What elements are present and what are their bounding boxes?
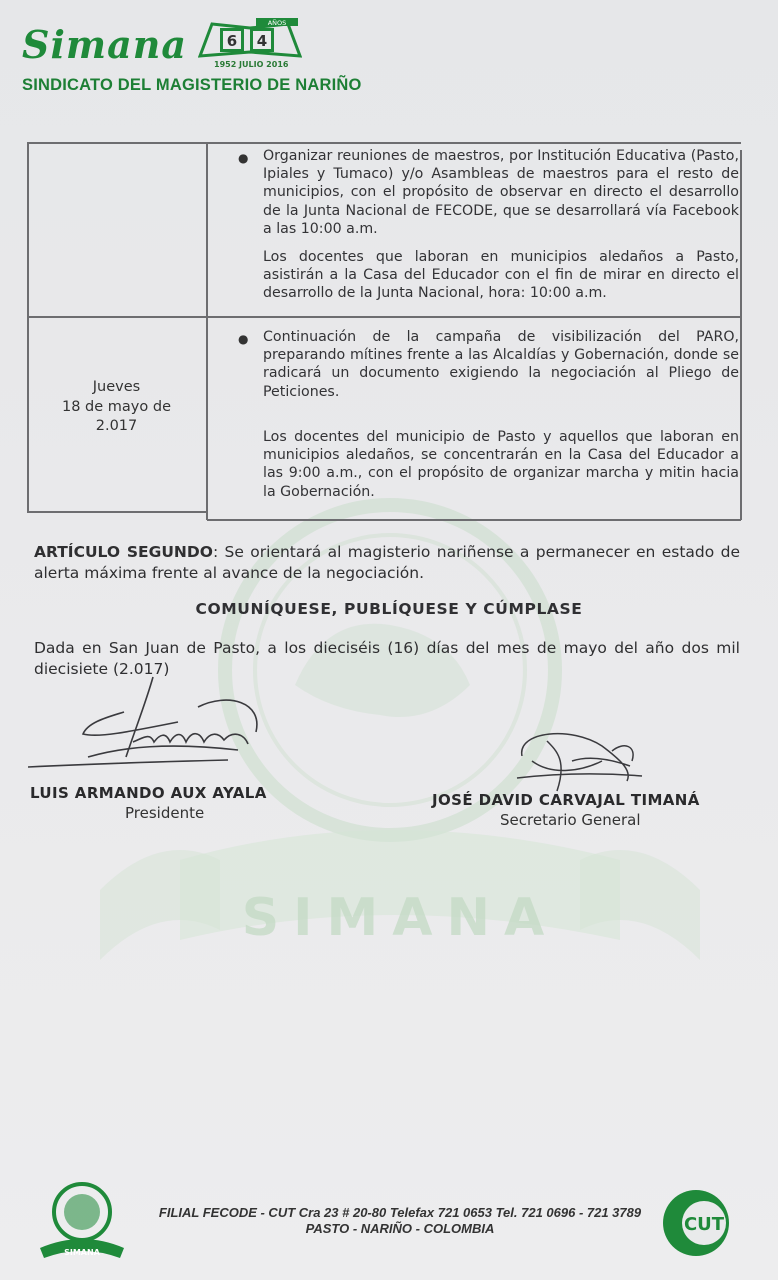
bullet-icon: ● (238, 332, 249, 346)
signer-1-role: Presidente (125, 804, 205, 822)
signature-president (28, 672, 268, 787)
union-name: SINDICATO DEL MAGISTERIO DE NARIÑO (22, 76, 362, 94)
seal-text: SIMANA (64, 1248, 100, 1257)
activity-bullet-text: Continuación de la campaña de visibilización del PARO, preparando mítines frente a las Alcaldías y Gobernación, donde se radicará un documento exigiendo la negociación al Pliego de Peticiones. (263, 329, 739, 400)
article-second (34, 542, 740, 584)
anniversary-book-icon (198, 18, 302, 60)
date-day-month: 18 de mayo de (62, 398, 171, 415)
signer-2-role: Secretario General (500, 811, 641, 829)
anniversary-caption: AÑOS (267, 19, 287, 27)
article-text: : Se orientará al magisterio nariñense a permanecer en estado de alerta máxima frente al avance de la negociación. (34, 543, 740, 582)
activity-extra-text: Los docentes del municipio de Pasto y aquellos que laboran en municipios aledaños, se concentrarán en la Casa del Educador a las 9:00 a.m., con el propósito de organizar marcha y mitin hacia la Gobernación. (263, 429, 739, 500)
date-weekday: Jueves (92, 379, 141, 395)
signer-1-name: LUIS ARMANDO AUX AYALA (30, 784, 267, 802)
article-label: ARTÍCULO SEGUNDO (34, 543, 213, 561)
dated-text: Dada en San Juan de Pasto, a los dieciséis (16) días del mes de mayo del año dos mil diecisiete (2.017) (34, 639, 740, 678)
simana-logo-word: Simana (22, 22, 187, 67)
date-cell (27, 378, 206, 437)
anniversary-digit-6: 6 (226, 32, 238, 50)
activity-bullet-text: Organizar reuniones de maestros, por Institución Educativa (Pasto, Ipiales y Tumaco) y/o Asambleas de maestros para el resto de municipios, con el propósito de observar en directo el desarrollo de la Junta Nacional de FECODE, que se desarrollará vía Facebook a las 10:00 a.m. (263, 148, 739, 237)
closing-heading: COMUNÍQUESE, PUBLÍQUESE Y CÚMPLASE (195, 600, 583, 618)
activity-extra-text: Los docentes que laboran en municipios aledaños a Pasto, asistirán a la Casa del Educador con el fin de mirar en directo el desarrollo de la Junta Nacional, hora: 10:00 a.m. (263, 249, 739, 302)
watermark-text: SIMANA (241, 888, 559, 948)
signature-secretary (512, 716, 652, 796)
date-year: 2.017 (95, 418, 138, 434)
cut-logo (656, 1186, 738, 1260)
anniversary-digit-4: 4 (256, 32, 268, 50)
bullet-icon: ● (238, 151, 249, 165)
footer-address: FILIAL FECODE - CUT Cra 23 # 20-80 Telefax 721 0653 Tel. 721 0696 - 721 3789 (158, 1205, 642, 1220)
cut-logo-text: CUT (683, 1214, 725, 1235)
schedule-table (27, 142, 741, 520)
established-dates: 1952 JULIO 2016 (214, 60, 289, 69)
signer-2-name: JOSÉ DAVID CARVAJAL TIMANÁ (432, 791, 700, 809)
footer-city: PASTO - NARIÑO - COLOMBIA (305, 1221, 495, 1236)
